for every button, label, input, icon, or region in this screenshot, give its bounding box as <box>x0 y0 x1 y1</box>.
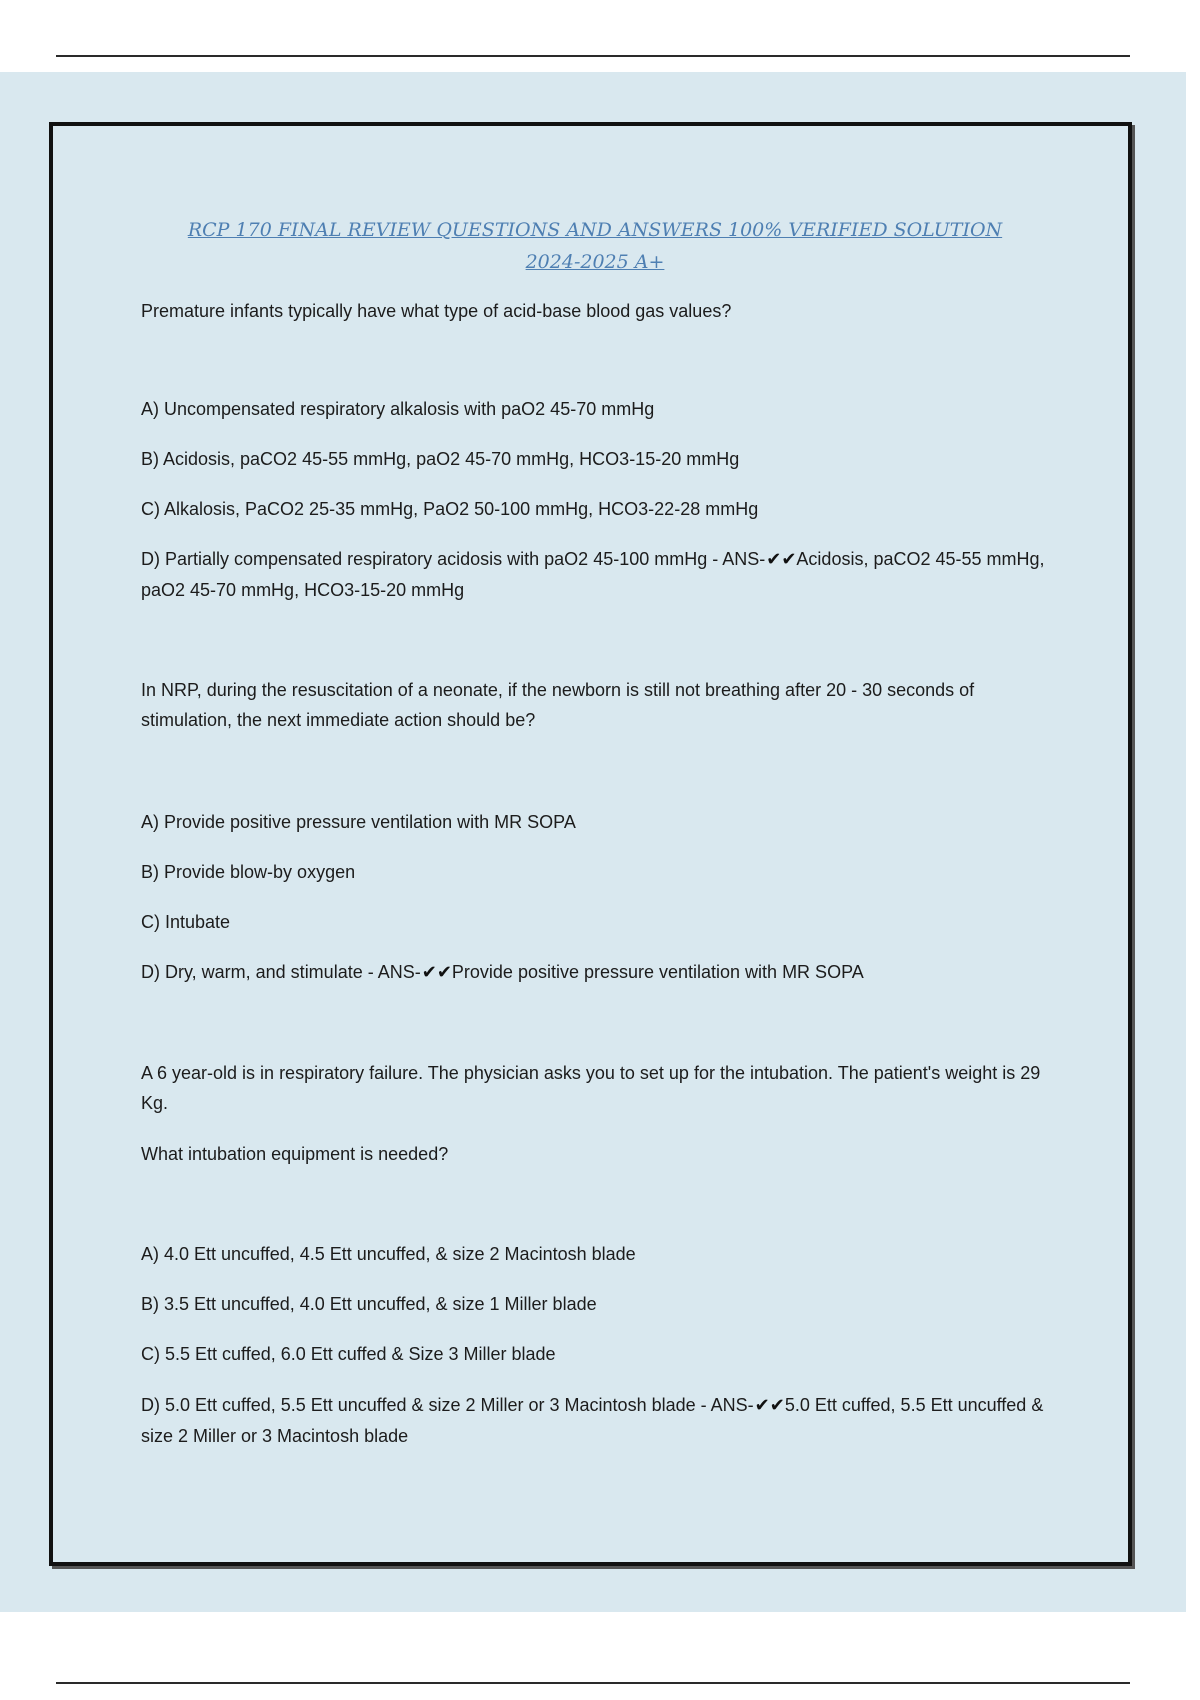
question-3-option-d <box>141 1390 1061 1451</box>
question-3-option-d-text: D) 5.0 Ett cuffed, 5.5 Ett uncuffed & size 2 Miller or 3 Macintosh blade - ANS- <box>141 1395 754 1415</box>
question-3-option-c: C) 5.5 Ett cuffed, 6.0 Ett cuffed & Size 3 Miller blade <box>141 1344 556 1364</box>
question-1-option-a: A) Uncompensated respiratory alkalosis with paO2 45-70 mmHg <box>141 399 655 419</box>
question-2-answer: Provide positive pressure ventilation with MR SOPA <box>451 962 864 982</box>
question-2-option-c: C) Intubate <box>141 912 231 932</box>
question-2-option-d-text: D) Dry, warm, and stimulate - ANS- <box>141 962 421 982</box>
question-3-stem: A 6 year-old is in respiratory failure. The physician asks you to set up for the intubation. The patient's weight is 29 Kg. <box>141 1063 1041 1113</box>
title-line-2: 2024-2025 A+ <box>525 251 665 273</box>
footer-rule <box>56 1682 1130 1684</box>
question-1-option-b: B) Acidosis, paCO2 45-55 mmHg, paO2 45-70 mmHg, HCO3-15-20 mmHg <box>141 449 740 469</box>
check-mark-icon: ✔✔ <box>766 549 797 570</box>
check-mark-icon: ✔✔ <box>754 1395 785 1416</box>
question-1-option-c: C) Alkalosis, PaCO2 25-35 mmHg, PaO2 50-100 mmHg, HCO3-22-28 mmHg <box>141 499 759 519</box>
question-2-stem: In NRP, during the resuscitation of a neonate, if the newborn is still not breathing after 20 - 30 seconds of stimulation, the next immediate action should be? <box>141 680 975 730</box>
document-title <box>130 214 1060 278</box>
check-mark-icon: ✔✔ <box>421 962 452 983</box>
question-3-option-a: A) 4.0 Ett uncuffed, 4.5 Ett uncuffed, & size 2 Macintosh blade <box>141 1244 636 1264</box>
title-line-1: RCP 170 FINAL REVIEW QUESTIONS AND ANSWERS 100% VERIFIED SOLUTION <box>187 219 1003 241</box>
question-1-stem: Premature infants typically have what type of acid-base blood gas values? <box>141 301 732 321</box>
question-1-option-d <box>141 544 1061 605</box>
question-2-option-b: B) Provide blow-by oxygen <box>141 862 356 882</box>
question-1-option-d-text: D) Partially compensated respiratory acidosis with paO2 45-100 mmHg - ANS- <box>141 549 766 569</box>
question-3-answer: 5.0 Ett cuffed, 5.5 Ett uncuffed & size 2 Miller or 3 Macintosh blade <box>141 1395 1044 1446</box>
question-2-option-d <box>141 957 1061 988</box>
question-2-option-a: A) Provide positive pressure ventilation with MR SOPA <box>141 812 576 832</box>
question-3-option-b: B) 3.5 Ett uncuffed, 4.0 Ett uncuffed, & size 1 Miller blade <box>141 1294 597 1314</box>
question-1-answer: Acidosis, paCO2 45-55 mmHg, paO2 45-70 mmHg, HCO3-15-20 mmHg <box>141 549 1045 600</box>
header-rule <box>56 55 1130 57</box>
question-3-stem-2: What intubation equipment is needed? <box>141 1144 449 1164</box>
